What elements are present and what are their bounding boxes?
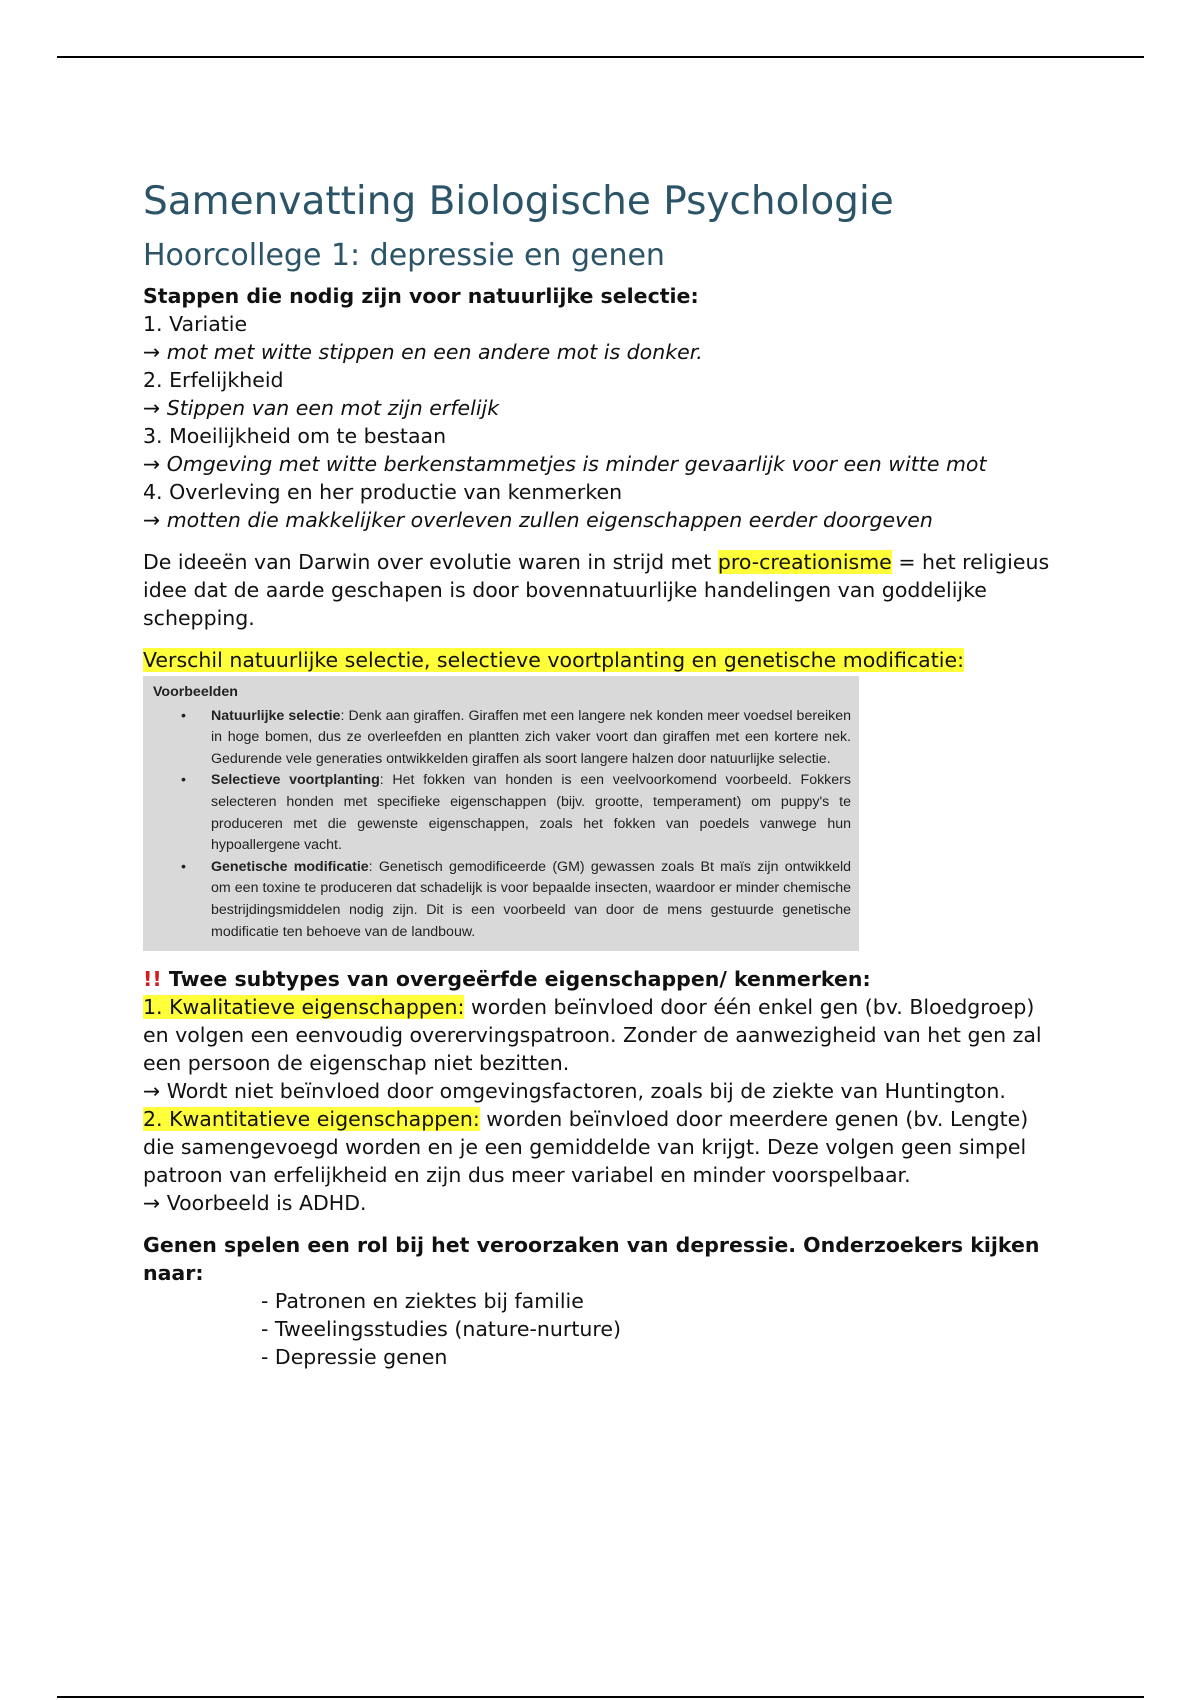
example-item (181, 857, 851, 943)
selection-heading: Stappen die nodig zijn voor natuurlijke selectie: (143, 284, 699, 308)
example-item (181, 706, 851, 771)
example-text: : Denk aan giraffen. Giraffen met een langere nek konden meer voedsel bereiken in hoge bomen, dus ze overleefden en plantten zich vaker voort dan giraffen met een kortere nek. Gedurende vele generaties ontwikkelden giraffen als soort langere halzen door natuurlijke selectie. (211, 707, 851, 767)
bullet-icon: • (181, 772, 186, 789)
top-rule (57, 56, 1144, 58)
darwin-text-pre: De ideeën van Darwin over evolutie waren in strijd met (143, 550, 718, 574)
step-note: → motten die makkelijker overleven zullen eigenschappen eerder doorgeven (143, 508, 933, 532)
document-body (143, 176, 1063, 1371)
genes-heading: Genen spelen een rol bij het veroorzaken van depressie. Onderzoekers kijken naar: (143, 1233, 1040, 1286)
list-item: - Tweelingsstudies (nature-nurture) (261, 1317, 621, 1342)
double-exclamation-icon: !! (143, 967, 162, 992)
examples-list (153, 706, 851, 944)
subtypes-heading-text: Twee subtypes van overgeërfde eigenschappen/ kenmerken: (161, 967, 871, 992)
kwalitatieve-note: → Wordt niet beïnvloed door omgevingsfactoren, zoals bij de ziekte van Huntington. (143, 1079, 1006, 1104)
example-item (181, 770, 851, 856)
kwalitatieve-text: worden beïnvloed door één enkel gen (bv. Bloedgroep) en volgen een eenvoudig overervingspatroon. Zonder de aanwezigheid van het gen zal een persoon de eigenschap niet bezitten. (143, 995, 1042, 1076)
bottom-rule (57, 1696, 1144, 1698)
genes-list (143, 1287, 1063, 1371)
bullet-icon: • (181, 707, 186, 724)
example-term: Natuurlijke selectie (211, 707, 341, 724)
verschil-heading (143, 646, 1063, 674)
example-text: : Genetisch gemodificeerde (GM) gewassen zoals Bt maïs zijn ontwikkeld om een toxine te produceren dat schadelijk is voor bepaalde insecten, waardoor er minder chemische bestrijdingsmiddelen nodig zijn. Dit is een voorbeeld van door de mens gestuurde genetische modificatie ten behoeve van de landbouw. (211, 858, 851, 940)
list-item: - Patronen en ziektes bij familie (261, 1289, 584, 1314)
darwin-paragraph (143, 548, 1063, 632)
document-title: Samenvatting Biologische Psychologie (143, 179, 894, 224)
step-label: 1. Variatie (143, 312, 248, 336)
example-term: Genetische modificatie (211, 858, 369, 875)
list-item: - Depressie genen (261, 1345, 448, 1370)
subtypes-heading (143, 965, 1063, 993)
step-note: → Omgeving met witte berkenstammetjes is minder gevaarlijk voor een witte mot (143, 452, 987, 476)
kwantitatieve-paragraph (143, 1105, 1063, 1189)
step-note: → Stippen van een mot zijn erfelijk (143, 396, 500, 420)
examples-heading: Voorbeelden (153, 684, 238, 700)
highlight-procreationisme: pro-creationisme (717, 550, 892, 574)
verschil-heading-text: Verschil natuurlijke selectie, selectieve voortplanting en genetische modificatie: (143, 648, 964, 672)
kwalitatieve-label: 1. Kwalitatieve eigenschappen: (143, 995, 465, 1020)
examples-image (143, 676, 859, 951)
kwantitatieve-label: 2. Kwantitatieve eigenschappen: (143, 1107, 480, 1132)
example-text: : Het fokken van honden is een veelvoorkomend voorbeeld. Fokkers selecteren honden met specifieke eigenschappen (bijv. grootte, temperament) om puppy's te produceren met die gewenste eigenschappen, zoals het fokken van poedels vanwege hun hypoallergene vacht. (211, 772, 851, 854)
bullet-icon: • (181, 858, 186, 875)
example-term: Selectieve voortplanting (211, 772, 380, 789)
kwantitatieve-text: worden beïnvloed door meerdere genen (bv. Lengte) die samengevoegd worden en je een gemiddelde van krijgt. Deze volgen geen simpel patroon van erfelijkheid en zijn dus meer variabel en minder voorspelbaar. (143, 1107, 1029, 1188)
kwalitatieve-paragraph (143, 993, 1063, 1077)
selection-steps (143, 310, 1063, 534)
step-label: 4. Overleving en her productie van kenmerken (143, 480, 623, 504)
step-label: 3. Moeilijkheid om te bestaan (143, 424, 447, 448)
darwin-text-post: = het religieus idee dat de aarde geschapen is door bovennatuurlijke handelingen van goddelijke schepping. (143, 550, 1050, 630)
step-label: 2. Erfelijkheid (143, 368, 284, 392)
lecture-subtitle: Hoorcollege 1: depressie en genen (143, 238, 665, 273)
step-note: → mot met witte stippen en een andere mot is donker. (143, 340, 703, 364)
kwantitatieve-note: → Voorbeeld is ADHD. (143, 1191, 367, 1216)
